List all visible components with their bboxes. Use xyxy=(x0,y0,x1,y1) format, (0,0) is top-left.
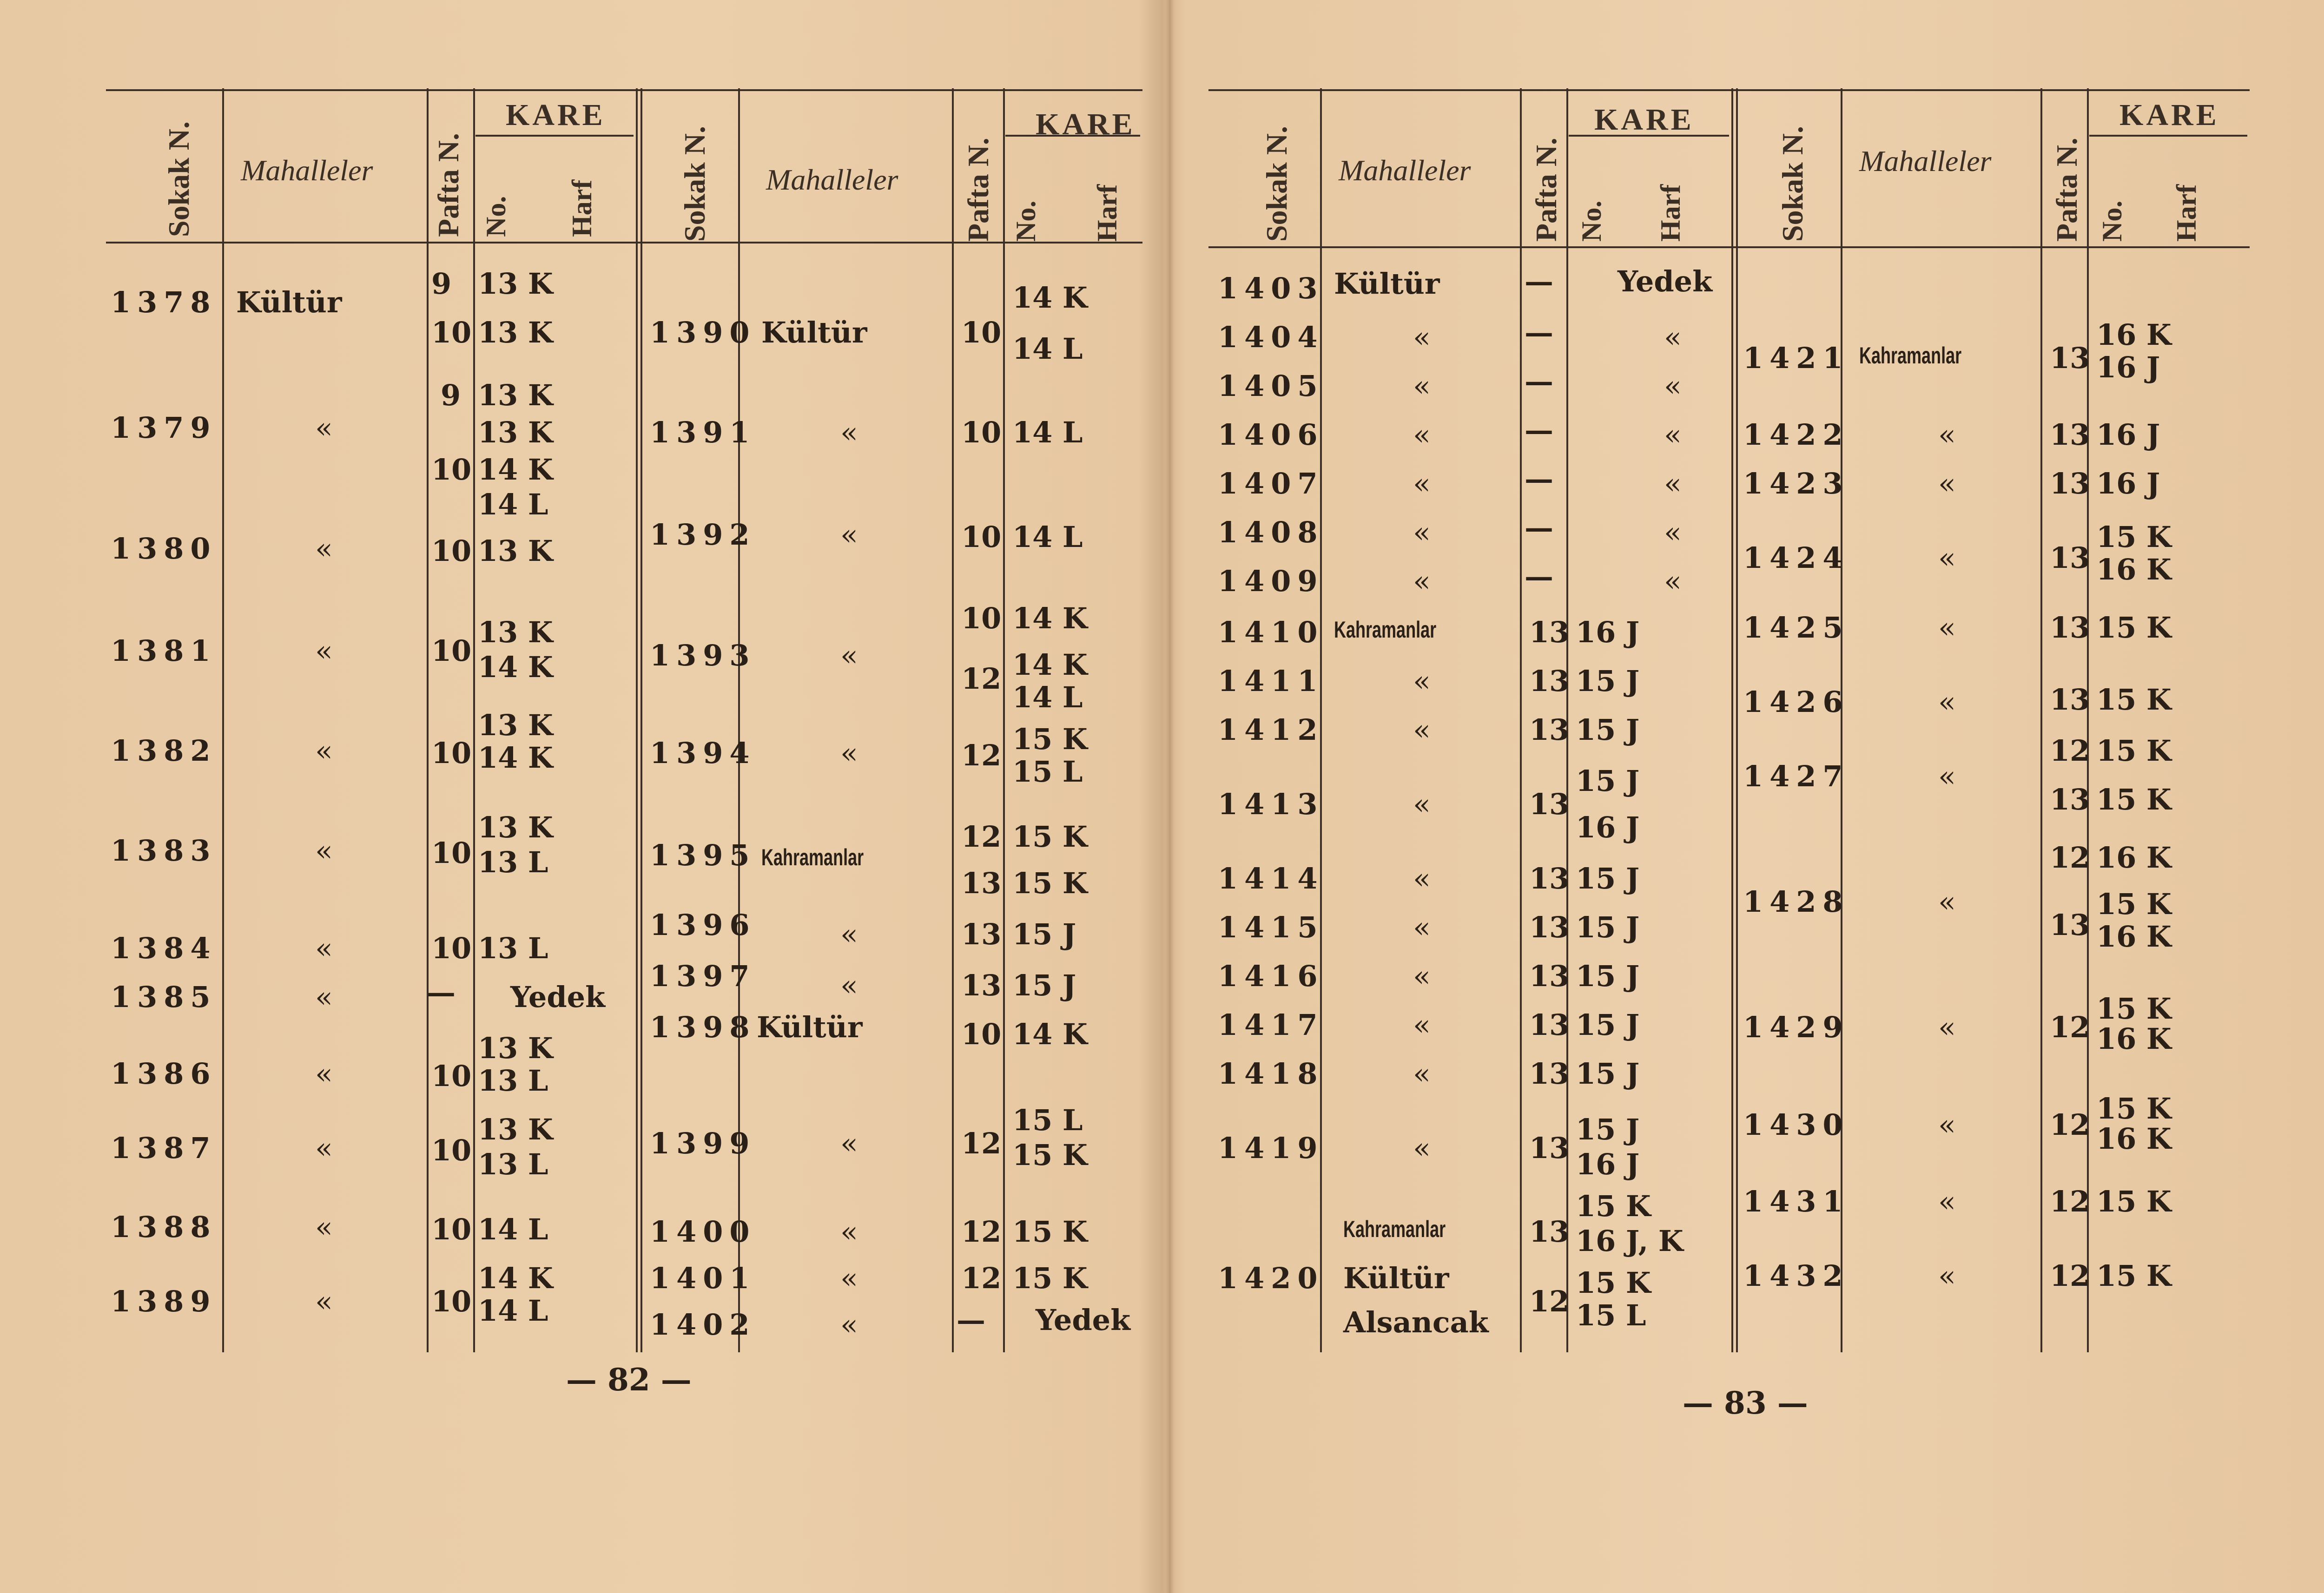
yedek-label: Yedek xyxy=(1618,264,1713,298)
kare-code: 15 J xyxy=(1576,764,1640,798)
ditto-mark: « xyxy=(315,1284,333,1318)
header-pafta: Pafta N. xyxy=(432,133,465,237)
sokak-number: 1381 xyxy=(111,634,217,668)
kare-code: 15 K xyxy=(2096,520,2172,554)
header-no: No. xyxy=(2097,200,2127,242)
kare-code: 15 J xyxy=(1012,917,1076,951)
header-mahalleler: Mahalleler xyxy=(241,154,373,187)
sokak-number: 1430 xyxy=(1743,1108,1849,1142)
ditto-mark: « xyxy=(840,736,858,770)
sokak-number: 1385 xyxy=(111,980,217,1014)
ditto-mark: « xyxy=(1413,713,1431,747)
kare-code: 16 J xyxy=(1576,1147,1640,1181)
header-no: No. xyxy=(1010,200,1041,242)
ditto-mark: « xyxy=(1413,369,1431,403)
kare-code: 14 K xyxy=(1012,281,1088,315)
kare-code: 15 J xyxy=(1576,1008,1640,1042)
ditto-mark: « xyxy=(840,1261,858,1295)
kare-code: 14 K xyxy=(478,453,553,487)
ditto-mark: « xyxy=(1413,418,1431,452)
pafta-number: 12 xyxy=(961,662,1002,696)
header-pafta: Pafta N. xyxy=(962,138,995,242)
pafta-number: 10 xyxy=(961,520,1002,554)
kare-code: 16 J xyxy=(2096,418,2160,452)
pafta-number: 10 xyxy=(431,1133,472,1167)
page-right xyxy=(1208,88,2250,1421)
ditto-mark: « xyxy=(1413,664,1431,698)
pafta-number: 10 xyxy=(961,601,1002,635)
page-number-right: — 83 — xyxy=(1683,1385,1808,1421)
kare-code: 14 K xyxy=(1012,1017,1088,1051)
header-harf: Harf xyxy=(1092,184,1122,242)
kare-code: 15 J xyxy=(1576,1057,1640,1091)
sokak-number: 1411 xyxy=(1218,664,1324,698)
sokak-number: 1392 xyxy=(650,518,756,552)
ditto-mark: « xyxy=(1413,787,1431,821)
ditto-mark: « xyxy=(315,980,333,1014)
sokak-number: 1401 xyxy=(650,1261,756,1295)
ditto-mark: « xyxy=(840,968,858,1002)
mahalle: Kültür xyxy=(236,285,342,319)
sokak-number: 1415 xyxy=(1218,910,1324,944)
sokak-number: 1432 xyxy=(1743,1259,1849,1293)
ditto-mark: « xyxy=(1938,685,1956,719)
kare-code: 14 L xyxy=(478,487,548,521)
kare-code: 13 K xyxy=(478,378,553,412)
page-left xyxy=(106,88,1142,1417)
kare-code: 13 L xyxy=(478,931,548,965)
ditto-mark: « xyxy=(1664,515,1682,549)
kare-code: 14 L xyxy=(478,1294,548,1328)
yedek-label: Yedek xyxy=(510,980,606,1014)
kare-code: 15 J xyxy=(1012,968,1076,1002)
sokak-number: 1378 xyxy=(111,285,217,319)
kare-code: 14 K xyxy=(1012,601,1088,635)
kare-code: 16 K xyxy=(2096,1122,2172,1156)
sokak-number: 1395 xyxy=(650,838,756,872)
ditto-mark: « xyxy=(840,1126,858,1160)
ditto-mark: « xyxy=(315,931,333,965)
sokak-number: 1393 xyxy=(650,639,756,672)
header-no: No. xyxy=(481,196,511,237)
kare-code: 14 K xyxy=(478,650,553,684)
kare-code: 13 L xyxy=(478,1064,548,1098)
pafta-number: 10 xyxy=(431,736,472,770)
pafta-number: 13 xyxy=(1529,1008,1570,1042)
pafta-number: 13 xyxy=(2050,611,2090,645)
kare-code: 16 K xyxy=(2096,841,2172,875)
kare-code: 15 K xyxy=(2096,1185,2172,1218)
sokak-number: 1426 xyxy=(1743,685,1849,719)
ditto-mark: « xyxy=(315,734,333,768)
ditto-mark: « xyxy=(315,1057,333,1091)
ditto-mark: « xyxy=(1413,320,1431,354)
sokak-number: 1387 xyxy=(111,1131,217,1165)
pafta-number: 9 xyxy=(431,267,452,301)
ditto-mark: « xyxy=(1413,1057,1431,1091)
kare-code: 15 L xyxy=(1012,1103,1083,1137)
ditto-mark: « xyxy=(840,518,858,552)
sokak-number: 1424 xyxy=(1743,541,1849,575)
kare-code: 15 K xyxy=(2096,611,2172,645)
ditto-mark: « xyxy=(1938,1108,1956,1142)
kare-code: 13 L xyxy=(478,1147,548,1181)
sokak-number: 1391 xyxy=(650,415,756,449)
sokak-number: 1427 xyxy=(1743,759,1849,793)
ditto-mark: « xyxy=(1664,320,1682,354)
kare-code: 13 K xyxy=(478,615,553,649)
book-fold xyxy=(1166,0,1174,1593)
sokak-number: 1416 xyxy=(1218,959,1324,993)
header-mahalleler: Mahalleler xyxy=(1859,145,1992,178)
sokak-number: 1418 xyxy=(1218,1057,1324,1091)
kare-code: 13 K xyxy=(478,810,553,844)
kare-code: 13 K xyxy=(478,415,553,449)
sokak-number: 1379 xyxy=(111,411,217,445)
sokak-number: 1429 xyxy=(1743,1010,1849,1044)
sokak-number: 1405 xyxy=(1218,369,1324,403)
pafta-number: 12 xyxy=(961,1126,1002,1160)
sokak-number: 1408 xyxy=(1218,515,1324,549)
dash-mark: — xyxy=(1525,364,1553,398)
header-pafta: Pafta N. xyxy=(2050,138,2083,242)
sokak-number: 1394 xyxy=(650,736,756,770)
ditto-mark: « xyxy=(315,834,333,868)
sokak-number: 1428 xyxy=(1743,885,1849,919)
pafta-number: 13 xyxy=(961,968,1002,1002)
sokak-number: 1396 xyxy=(650,908,756,942)
header-mahalleler: Mahalleler xyxy=(1339,154,1471,187)
ditto-mark: « xyxy=(1938,541,1956,575)
kare-code: 15 K xyxy=(2096,992,2172,1026)
sokak-number: 1404 xyxy=(1218,320,1324,354)
kare-code: 15 K xyxy=(1012,1138,1088,1172)
ditto-mark: « xyxy=(1938,1259,1956,1293)
pafta-number: 12 xyxy=(2050,841,2090,875)
pafta-number: 10 xyxy=(961,415,1002,449)
header-pafta: Pafta N. xyxy=(1530,138,1563,242)
kare-code: 14 K xyxy=(478,1261,553,1295)
ditto-mark: « xyxy=(1938,759,1956,793)
pafta-number: 10 xyxy=(431,453,472,487)
ditto-mark: « xyxy=(840,917,858,951)
kare-code: 16 J xyxy=(2096,350,2160,384)
header-kare: KARE xyxy=(2119,98,2219,132)
kare-code: 15 K xyxy=(1576,1266,1651,1300)
kare-code: 16 K xyxy=(2096,1022,2172,1056)
kare-code: 14 L xyxy=(478,1212,548,1246)
kare-code: 13 K xyxy=(478,267,553,301)
sokak-number: 1423 xyxy=(1743,467,1849,500)
ditto-mark: « xyxy=(1413,467,1431,500)
dash-mark: — xyxy=(1525,316,1553,349)
sokak-number: 1409 xyxy=(1218,564,1324,598)
ditto-mark: « xyxy=(1938,611,1956,645)
dash-mark: — xyxy=(1525,462,1553,496)
sokak-number: 1397 xyxy=(650,959,756,993)
kare-code: 15 J xyxy=(1576,713,1640,747)
ditto-mark: « xyxy=(1664,564,1682,598)
ditto-mark: « xyxy=(1664,369,1682,403)
pafta-number: 12 xyxy=(2050,1185,2090,1218)
ditto-mark: « xyxy=(1413,515,1431,549)
kare-code: 16 K xyxy=(2096,318,2172,352)
kare-code: 15 K xyxy=(1576,1189,1651,1223)
sokak-number: 1421 xyxy=(1743,341,1849,375)
pafta-number: 13 xyxy=(2050,783,2090,816)
kare-code: 15 K xyxy=(1012,722,1088,756)
pafta-number: 13 xyxy=(2050,541,2090,575)
kare-code: 15 K xyxy=(2096,1259,2172,1293)
ditto-mark: « xyxy=(840,1308,858,1342)
kare-code: 15 K xyxy=(1012,866,1088,900)
dash-mark: — xyxy=(1525,413,1553,447)
kare-code: 14 L xyxy=(1012,332,1083,366)
kare-code: 14 L xyxy=(1012,415,1083,449)
mahalle: Alsancak xyxy=(1343,1305,1489,1339)
dash-mark: — xyxy=(1525,264,1553,298)
dash-mark: — xyxy=(1525,511,1553,545)
pafta-number: 12 xyxy=(961,1261,1002,1295)
header-sokak: Sokak N. xyxy=(678,126,711,242)
header-sokak: Sokak N. xyxy=(1776,126,1809,242)
sokak-number: 1410 xyxy=(1218,615,1324,649)
kare-code: 15 J xyxy=(1576,664,1640,698)
pafta-number: 12 xyxy=(961,738,1002,772)
sokak-number: 1419 xyxy=(1218,1131,1324,1165)
mahalle: Kahramanlar xyxy=(1334,617,1437,643)
header-kare: KARE xyxy=(1036,107,1136,141)
pafta-number: 12 xyxy=(1529,1284,1570,1318)
sokak-number: 1420 xyxy=(1218,1261,1324,1295)
ditto-mark: « xyxy=(315,634,333,668)
pafta-number: 13 xyxy=(2050,683,2090,717)
pafta-number: 10 xyxy=(431,316,472,349)
kare-code: 13 K xyxy=(478,1031,553,1065)
kare-code: 13 K xyxy=(478,316,553,349)
kare-code: 15 J xyxy=(1576,959,1640,993)
pafta-number: 13 xyxy=(1529,959,1570,993)
mahalle: Kahramanlar xyxy=(761,844,864,870)
pafta-number: 13 xyxy=(961,917,1002,951)
sokak-number: 1403 xyxy=(1218,271,1324,305)
mahalle: Kültür xyxy=(761,316,867,349)
sokak-number: 1402 xyxy=(650,1308,756,1342)
kare-code: 15 K xyxy=(1012,1261,1088,1295)
ditto-mark: « xyxy=(840,639,858,672)
pafta-number: 13 xyxy=(1529,1215,1570,1249)
header-harf: Harf xyxy=(567,179,597,237)
header-mahalleler: Mahalleler xyxy=(766,163,898,196)
sokak-number: 1431 xyxy=(1743,1185,1849,1218)
kare-code: 15 K xyxy=(2096,1092,2172,1126)
pafta-number: 13 xyxy=(1529,713,1570,747)
sokak-number: 1406 xyxy=(1218,418,1324,452)
pafta-number: 10 xyxy=(431,634,472,668)
kare-code: 15 J xyxy=(1576,862,1640,895)
kare-code: 15 K xyxy=(2096,734,2172,768)
sokak-number: 1412 xyxy=(1218,713,1324,747)
sokak-number: 1389 xyxy=(111,1284,217,1318)
kare-code: 15 K xyxy=(1012,1215,1088,1249)
kare-code: 14 L xyxy=(1012,680,1083,714)
pafta-number: 10 xyxy=(431,931,472,965)
kare-code: 16 J, K xyxy=(1576,1224,1684,1258)
pafta-number: 9 xyxy=(441,378,461,412)
header-kare: KARE xyxy=(1594,103,1694,137)
ditto-mark: « xyxy=(1413,1131,1431,1165)
kare-code: 15 J xyxy=(1576,910,1640,944)
kare-code: 15 K xyxy=(2096,887,2172,921)
header-sokak: Sokak N. xyxy=(1260,126,1293,242)
kare-code: 14 K xyxy=(478,741,553,775)
sokak-number: 1400 xyxy=(650,1215,756,1249)
kare-code: 13 L xyxy=(478,845,548,879)
pafta-number: 13 xyxy=(2050,908,2090,942)
pafta-number: 10 xyxy=(431,836,472,870)
sokak-number: 1414 xyxy=(1218,862,1324,895)
ditto-mark: « xyxy=(1938,1010,1956,1044)
kare-code: 15 K xyxy=(1012,820,1088,854)
kare-code: 15 K xyxy=(2096,783,2172,816)
ditto-mark: « xyxy=(1413,910,1431,944)
ditto-mark: « xyxy=(1938,1185,1956,1218)
pafta-number: 13 xyxy=(2050,341,2090,375)
ditto-mark: « xyxy=(1413,862,1431,895)
ditto-mark: « xyxy=(1413,1008,1431,1042)
header-sokak: Sokak N. xyxy=(162,121,195,237)
pafta-number: 12 xyxy=(2050,1259,2090,1293)
mahalle: Kültür xyxy=(1334,267,1440,301)
sokak-number: 1390 xyxy=(650,316,756,349)
pafta-number: 13 xyxy=(2050,418,2090,452)
kare-code: 16 J xyxy=(2096,467,2160,500)
ditto-mark: « xyxy=(1938,418,1956,452)
ditto-mark: « xyxy=(840,415,858,449)
yedek-label: Yedek xyxy=(1036,1303,1131,1337)
sokak-number: 1398 xyxy=(650,1010,756,1044)
header-no: No. xyxy=(1576,200,1607,242)
mahalle: Kahramanlar xyxy=(1343,1216,1446,1242)
pafta-number: 13 xyxy=(1529,664,1570,698)
kare-code: 14 L xyxy=(1012,520,1083,554)
dash-mark: — xyxy=(1525,560,1553,593)
pafta-number: 10 xyxy=(961,316,1002,349)
sokak-number: 1422 xyxy=(1743,418,1849,452)
pafta-number: 10 xyxy=(961,1017,1002,1051)
kare-code: 15 J xyxy=(1576,1112,1640,1146)
ditto-mark: « xyxy=(315,532,333,566)
sokak-number: 1399 xyxy=(650,1126,756,1160)
ditto-mark: « xyxy=(315,411,333,445)
pafta-number: 13 xyxy=(1529,615,1570,649)
pafta-number: 13 xyxy=(1529,910,1570,944)
pafta-number: 12 xyxy=(2050,1108,2090,1142)
header-harf: Harf xyxy=(2171,184,2202,242)
ditto-mark: « xyxy=(1413,564,1431,598)
mahalle: Kültür xyxy=(757,1010,863,1044)
kare-code: 13 K xyxy=(478,1112,553,1146)
sokak-number: 1383 xyxy=(111,834,217,868)
sokak-number: 1386 xyxy=(111,1057,217,1091)
mahalle: Kültür xyxy=(1343,1261,1449,1295)
ditto-mark: « xyxy=(1413,959,1431,993)
pafta-number: 13 xyxy=(961,866,1002,900)
dash-mark: — xyxy=(957,1303,985,1337)
ditto-mark: « xyxy=(1938,467,1956,500)
ditto-mark: « xyxy=(1664,467,1682,500)
pafta-number: 10 xyxy=(431,534,472,568)
pafta-number: 12 xyxy=(961,820,1002,854)
pafta-number: 13 xyxy=(1529,862,1570,895)
kare-code: 15 K xyxy=(2096,683,2172,717)
sokak-number: 1384 xyxy=(111,931,217,965)
kare-code: 14 K xyxy=(1012,648,1088,682)
ditto-mark: « xyxy=(315,1131,333,1165)
kare-code: 13 K xyxy=(478,534,553,568)
pafta-number: 13 xyxy=(1529,1131,1570,1165)
kare-code: 15 L xyxy=(1576,1298,1646,1332)
ditto-mark: « xyxy=(315,1210,333,1244)
ditto-mark: « xyxy=(1664,418,1682,452)
pafta-number: 10 xyxy=(431,1059,472,1093)
sokak-number: 1413 xyxy=(1218,787,1324,821)
sokak-number: 1380 xyxy=(111,532,217,566)
sokak-number: 1425 xyxy=(1743,611,1849,645)
page-number-left: — 82 — xyxy=(566,1362,692,1398)
pafta-number: 12 xyxy=(961,1215,1002,1249)
kare-code: 16 K xyxy=(2096,920,2172,954)
sokak-number: 1407 xyxy=(1218,467,1324,500)
kare-code: 15 L xyxy=(1012,755,1083,789)
pafta-number: 10 xyxy=(431,1212,472,1246)
kare-code: 16 K xyxy=(2096,553,2172,586)
sokak-number: 1417 xyxy=(1218,1008,1324,1042)
header-kare: KARE xyxy=(506,98,606,132)
pafta-number: 13 xyxy=(1529,1057,1570,1091)
kare-code: 16 J xyxy=(1576,810,1640,844)
ditto-mark: « xyxy=(1938,885,1956,919)
pafta-number: 12 xyxy=(2050,734,2090,768)
kare-code: 16 J xyxy=(1576,615,1640,649)
sokak-number: 1388 xyxy=(111,1210,217,1244)
pafta-number: 13 xyxy=(2050,467,2090,500)
pafta-number: 13 xyxy=(1529,787,1570,821)
pafta-number: 12 xyxy=(2050,1010,2090,1044)
dash-mark: — xyxy=(427,975,456,1009)
ditto-mark: « xyxy=(840,1215,858,1249)
pafta-number: 10 xyxy=(431,1284,472,1318)
sokak-number: 1382 xyxy=(111,734,217,768)
kare-code: 13 K xyxy=(478,708,553,742)
header-harf: Harf xyxy=(1655,184,1686,242)
mahalle: Kahramanlar xyxy=(1859,342,1962,369)
